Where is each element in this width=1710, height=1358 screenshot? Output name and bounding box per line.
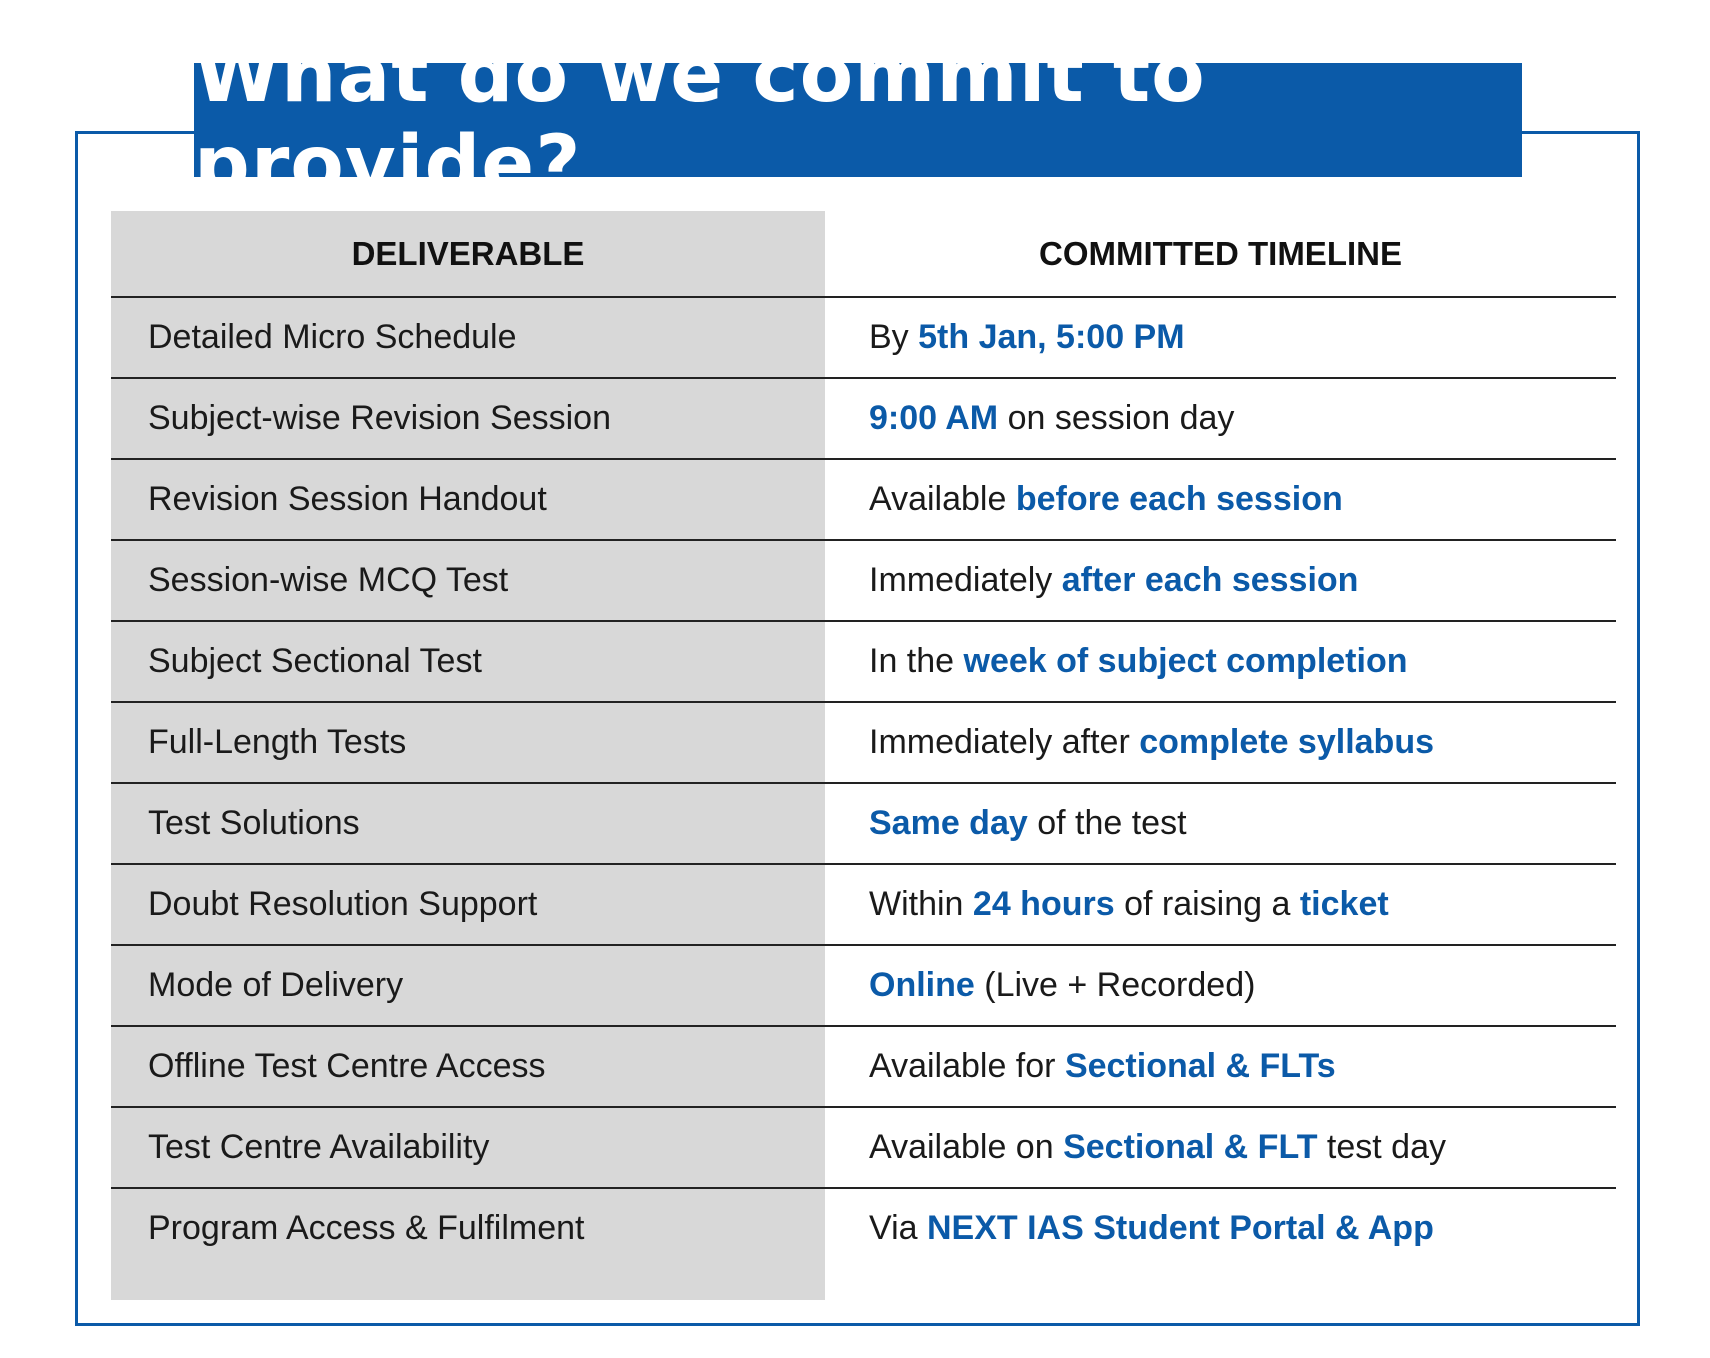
- page-title: What do we commit to provide?: [194, 30, 1206, 210]
- table-row: [111, 1027, 1616, 1108]
- timeline-cell: [825, 1209, 1616, 1248]
- timeline-text: Available for: [869, 1047, 1065, 1085]
- timeline-cell: [825, 966, 1616, 1005]
- table-row: [111, 1189, 1616, 1268]
- table-row: [111, 379, 1616, 460]
- table-row: [111, 460, 1616, 541]
- table-row: [111, 622, 1616, 703]
- timeline-cell: [825, 399, 1616, 438]
- deliverable-cell: Full-Length Tests: [148, 723, 407, 761]
- timeline-highlight: Sectional & FLTs: [1064, 1047, 1336, 1085]
- deliverable-cell: Subject-wise Revision Session: [148, 399, 611, 437]
- timeline-text: By: [869, 318, 919, 356]
- timeline-text: test day: [1317, 1128, 1446, 1166]
- table-row: [111, 1108, 1616, 1189]
- timeline-cell: [825, 642, 1616, 681]
- timeline-highlight: before each session: [1015, 480, 1343, 518]
- timeline-text: Available: [869, 480, 1016, 518]
- timeline-text: of raising a: [1114, 885, 1300, 923]
- timeline-highlight: Sectional & FLT: [1063, 1128, 1318, 1166]
- timeline-cell: [825, 480, 1616, 519]
- deliverable-cell: Revision Session Handout: [148, 480, 547, 518]
- timeline-text: In the: [869, 642, 964, 680]
- table-row: [111, 865, 1616, 946]
- timeline-highlight: 5th Jan, 5:00 PM: [918, 318, 1185, 356]
- timeline-text: on session day: [998, 399, 1235, 437]
- timeline-text: Within: [869, 885, 973, 923]
- timeline-highlight: NEXT IAS Student Portal & App: [926, 1209, 1434, 1247]
- timeline-cell: [825, 318, 1616, 357]
- timeline-text: Available on: [869, 1128, 1064, 1166]
- timeline-text: Immediately after: [869, 723, 1140, 761]
- deliverable-cell: Session-wise MCQ Test: [148, 561, 509, 599]
- table-row: [111, 784, 1616, 865]
- timeline-cell: [825, 1047, 1616, 1086]
- deliverable-cell: Test Centre Availability: [148, 1128, 490, 1166]
- timeline-highlight: ticket: [1299, 885, 1389, 923]
- timeline-highlight: after each session: [1061, 561, 1359, 599]
- timeline-highlight: Same day: [869, 804, 1028, 842]
- timeline-text: (Live + Recorded): [974, 966, 1256, 1004]
- timeline-highlight: complete syllabus: [1139, 723, 1434, 761]
- deliverable-cell: Mode of Delivery: [148, 966, 404, 1004]
- timeline-highlight: 9:00 AM: [869, 399, 999, 437]
- table-body: [111, 298, 1616, 1268]
- timeline-highlight: Online: [869, 966, 975, 1004]
- title-banner: [194, 30, 1522, 210]
- timeline-highlight: 24 hours: [972, 885, 1115, 923]
- timeline-cell: [825, 885, 1616, 924]
- timeline-cell: [825, 561, 1616, 600]
- deliverable-cell: Offline Test Centre Access: [148, 1047, 546, 1085]
- commitment-table: [111, 211, 1616, 1268]
- deliverable-cell: Program Access & Fulfilment: [148, 1209, 585, 1247]
- timeline-cell: [825, 1128, 1616, 1167]
- table-header-row: [111, 211, 1616, 298]
- deliverable-cell: Detailed Micro Schedule: [148, 318, 517, 356]
- table-row: [111, 703, 1616, 784]
- timeline-text: of the test: [1027, 804, 1187, 842]
- table-row: [111, 541, 1616, 622]
- table-row: [111, 298, 1616, 379]
- table-row: [111, 946, 1616, 1027]
- deliverable-cell: Doubt Resolution Support: [148, 885, 538, 923]
- timeline-text: Via: [869, 1209, 927, 1247]
- timeline-cell: [825, 723, 1616, 762]
- timeline-highlight: week of subject completion: [963, 642, 1408, 680]
- deliverable-cell: Test Solutions: [148, 804, 360, 842]
- header-deliverable: DELIVERABLE: [351, 234, 585, 272]
- header-committed-timeline: COMMITTED TIMELINE: [1039, 234, 1402, 272]
- timeline-cell: [825, 804, 1616, 843]
- deliverable-cell: Subject Sectional Test: [148, 642, 482, 680]
- timeline-text: Immediately: [869, 561, 1062, 599]
